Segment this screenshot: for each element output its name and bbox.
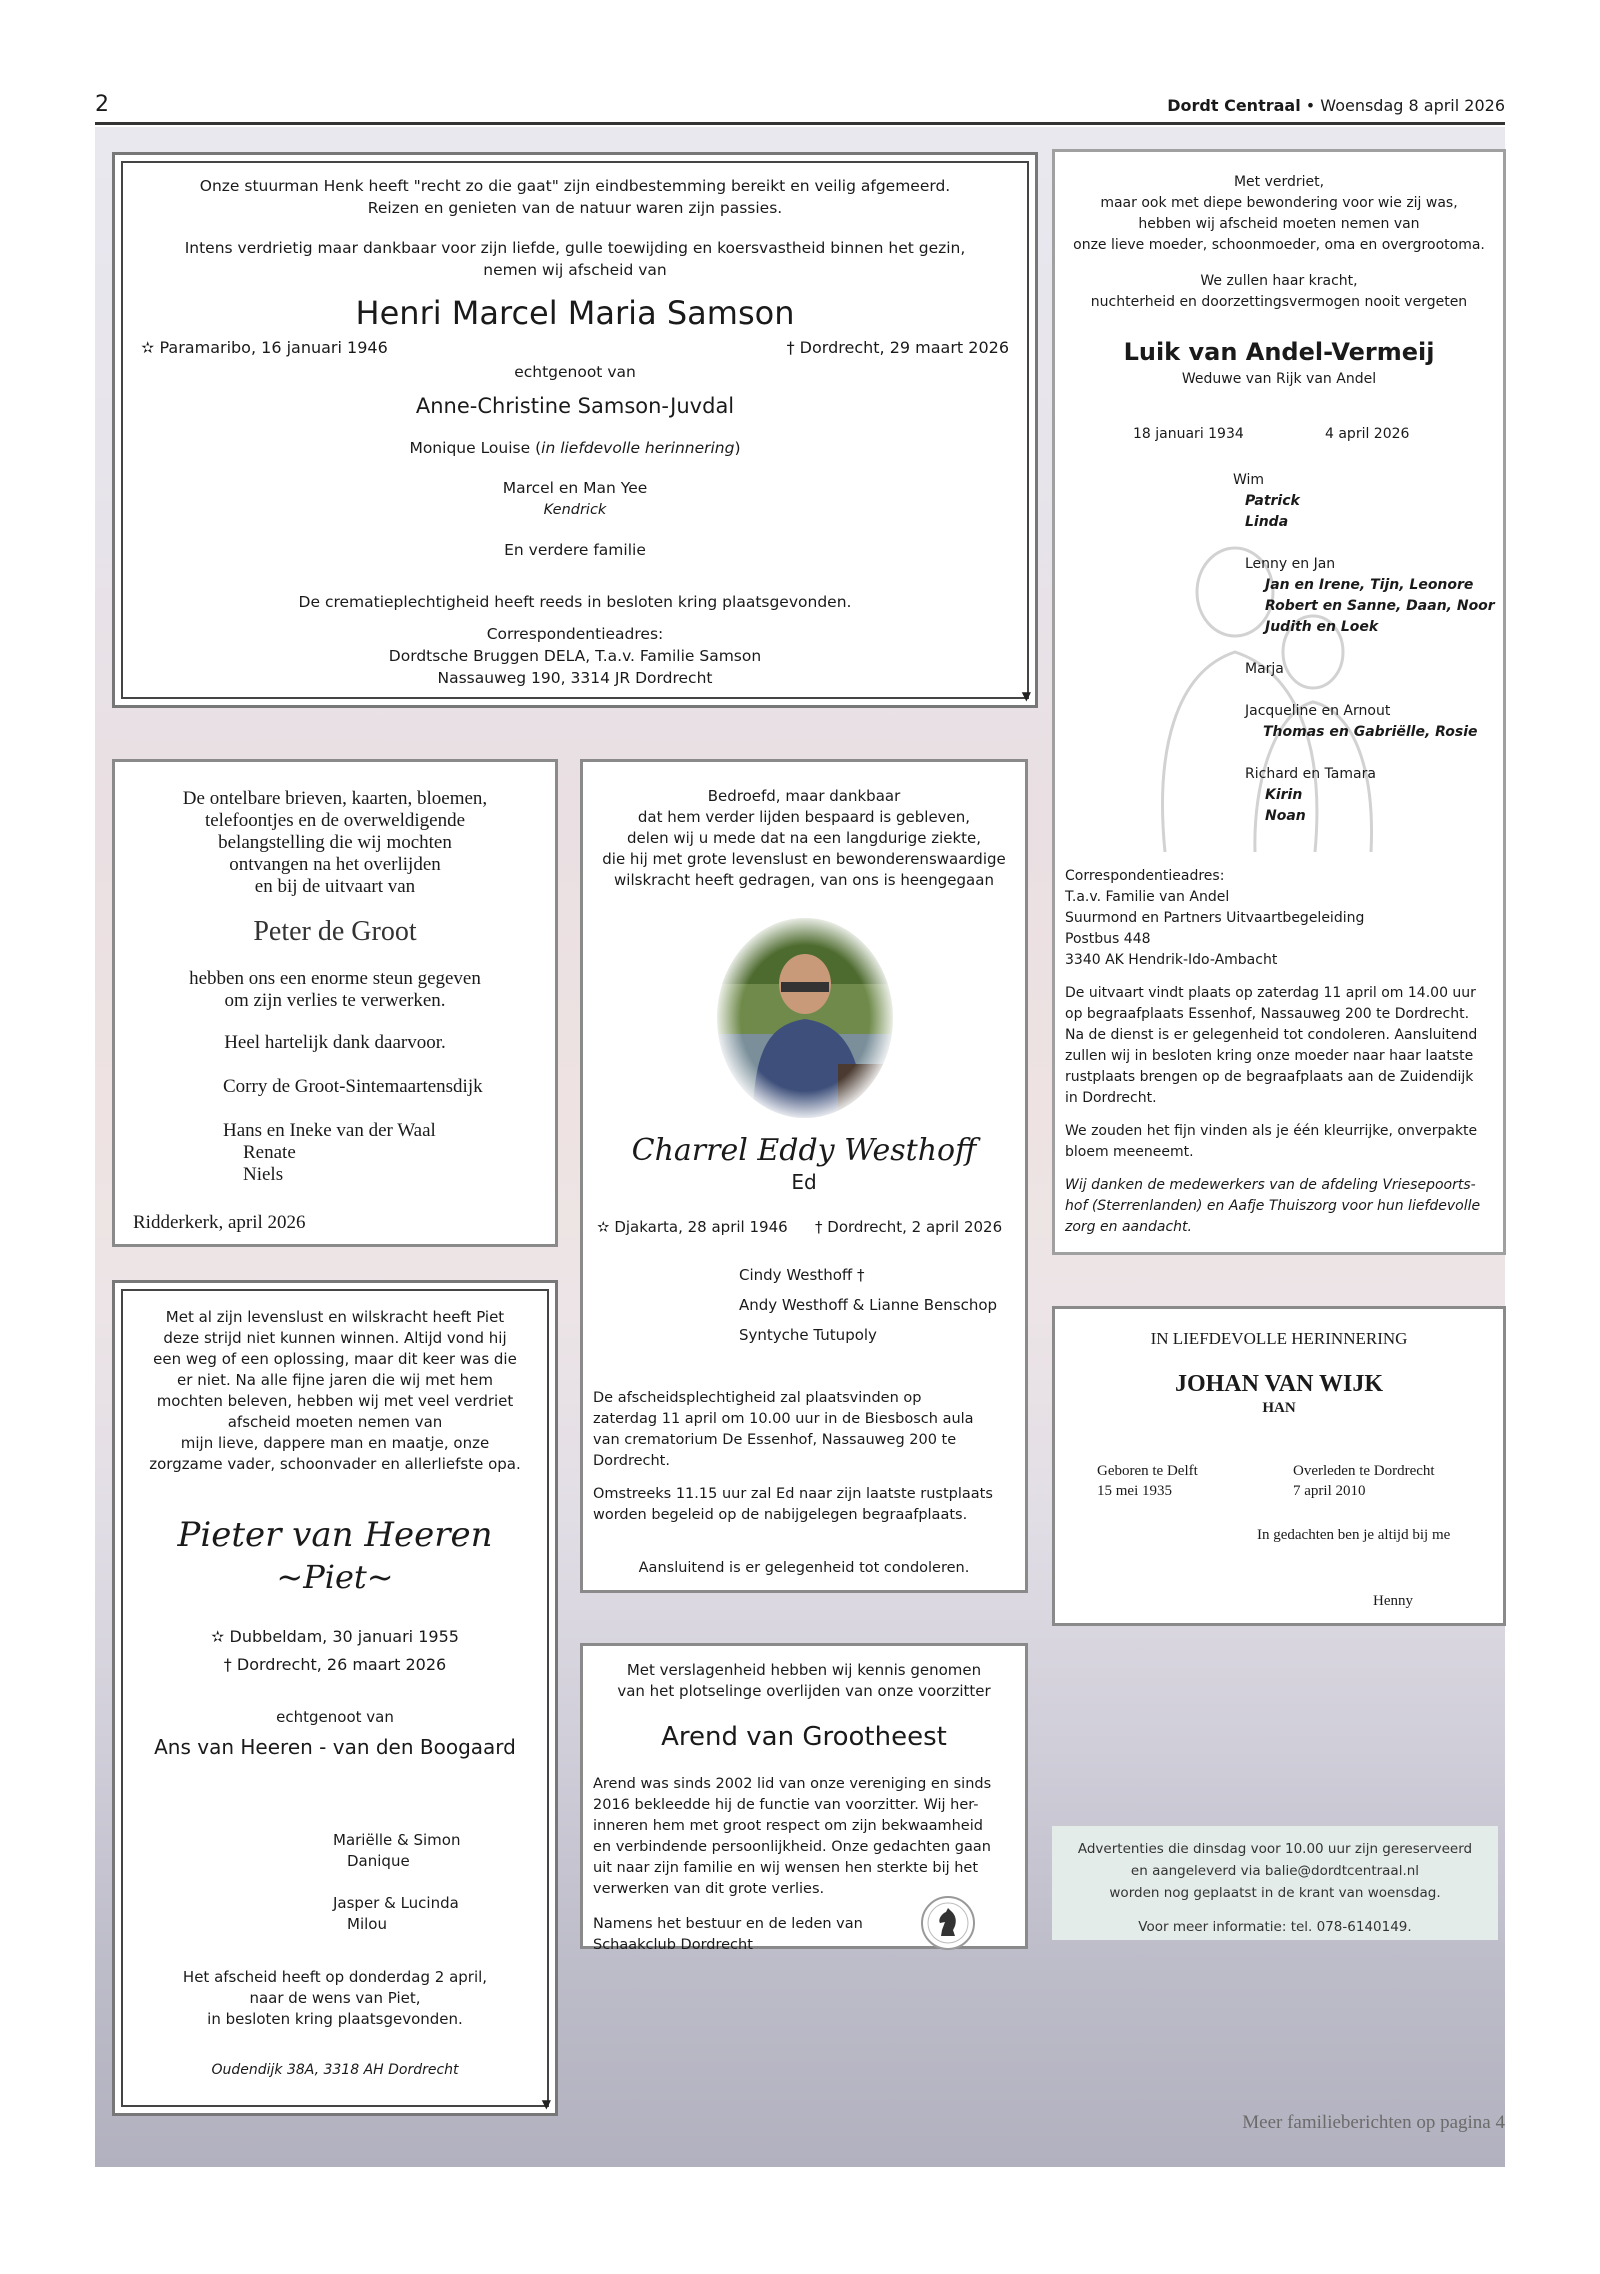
samson-name: Henri Marcel Maria Samson	[355, 294, 795, 332]
andel-intro-3: hebben wij afscheid moeten nemen van	[1138, 216, 1420, 232]
westhoff-line-2: dat hem verder lijden bespaard is gebleven,	[637, 808, 971, 826]
samson-corr-label: Correspondentieadres:	[486, 625, 664, 643]
notice-van-andel	[1052, 149, 1506, 1255]
groot-line-6: hebben ons een enorme steun gegeven	[189, 968, 481, 989]
westhoff-line-5: wilskracht heeft gedragen, van ons is heengegaan	[614, 871, 994, 889]
samson-intro-4: nemen wij afscheid van	[483, 261, 667, 279]
groot-line-3: belangstelling die wij mochten	[218, 832, 452, 853]
footer-more-notices: Meer familieberichten op pagina 4	[1242, 2112, 1505, 2133]
wijk-died-date: 7 april 2010	[1293, 1483, 1366, 1499]
westhoff-family-2: Andy Westhoff & Lianne Benschop	[739, 1296, 998, 1314]
westhoff-born: ✫ Djakarta, 28 april 1946	[597, 1218, 788, 1236]
samson-intro-1: Onze stuurman Henk heeft "recht zo die gaat" zijn eindbestemming bereikt en veilig afgemeerd.	[199, 177, 951, 195]
westhoff-nick: Ed	[791, 1170, 817, 1194]
heeren-family-2: Jasper & Lucinda	[333, 1894, 459, 1912]
samson-family-2: Marcel en Man Yee	[502, 479, 648, 497]
groot-sign-2: Hans en Ineke van der Waal	[223, 1120, 436, 1141]
portrait-photo	[713, 914, 897, 1122]
notice-van-heeren	[112, 1280, 558, 2116]
heeren-line-7: mijn lieve, dappere man en maatje, onze	[180, 1434, 490, 1452]
notice-westhoff	[580, 759, 1028, 1593]
notice-van-wijk	[1052, 1306, 1506, 1626]
grootheest-line-1: Met verslagenheid hebben wij kennis genomen	[626, 1661, 982, 1679]
groot-line-7: om zijn verlies te verwerken.	[224, 990, 446, 1011]
page-number: 2	[95, 92, 109, 117]
samson-spouse: Anne-Christine Samson-Juvdal	[415, 394, 735, 418]
wijk-born-date: 15 mei 1935	[1097, 1483, 1172, 1499]
heeren-family-1: Mariëlle & Simon	[333, 1831, 461, 1849]
heeren-family-1a: Danique	[347, 1852, 410, 1870]
andel-corr-3: Suurmond en Partners Uitvaartbegeleiding	[1065, 910, 1365, 926]
westhoff-ceremony-5: Omstreeks 11.15 uur zal Ed naar zijn laatste rustplaats	[593, 1486, 993, 1502]
heeren-line-5: mochten beleven, hebben wij met veel verdriet	[156, 1392, 514, 1410]
notice-samson	[112, 152, 1038, 708]
heeren-line-8: zorgzame vader, schoonvader en allerliefste opa.	[149, 1455, 521, 1473]
andel-intro-6: nuchterheid en doorzettingsvermogen nooit vergeten	[1090, 294, 1468, 310]
samson-corr-2: Nassauweg 190, 3314 JR Dordrecht	[437, 669, 713, 687]
paper-name: Dordt Centraal	[1167, 96, 1301, 115]
westhoff-family-3: Syntyche Tutupoly	[739, 1326, 877, 1344]
groot-sign-1: Corry de Groot-Sintemaartensdijk	[223, 1076, 483, 1097]
andel-flower-1: We zouden het fijn vinden als je één kleurrijke, onverpakte	[1065, 1123, 1478, 1139]
westhoff-family-1: Cindy Westhoff †	[739, 1266, 865, 1284]
grootheest-para-1: Arend was sinds 2002 lid van onze vereniging en sinds	[593, 1776, 992, 1792]
andel-family-2b: Robert en Sanne, Daan, Noor	[1265, 598, 1495, 614]
info-line-1: Advertenties die dinsdag voor 10.00 uur zijn gereserveerd	[1077, 1841, 1473, 1857]
heeren-spouse-label: echtgenoot van	[276, 1708, 394, 1726]
westhoff-line-1: Bedroefd, maar dankbaar	[707, 787, 901, 805]
andel-born: 18 januari 1934	[1133, 426, 1244, 442]
heeren-address: Oudendijk 38A, 3318 AH Dordrecht	[211, 2062, 459, 2078]
westhoff-line-4: die hij met grote levenslust en bewonderenswaardige	[602, 850, 1006, 868]
grootheest-para-2: 2016 bekleedde hij de functie van voorzitter. Wij her-	[593, 1797, 979, 1813]
andel-died: 4 april 2026	[1325, 426, 1410, 442]
andel-funeral-5: rustplaats brengen op de begraafplaats aan de Zuidendijk	[1065, 1069, 1474, 1085]
heeren-born: ✫ Dubbeldam, 30 januari 1955	[211, 1627, 459, 1646]
wijk-born-place: Geboren te Delft	[1097, 1463, 1198, 1479]
andel-family-5: Richard en Tamara	[1245, 766, 1376, 782]
westhoff-died: † Dordrecht, 2 april 2026	[815, 1218, 1003, 1236]
heeren-name: Pieter van Heeren	[177, 1515, 493, 1555]
wijk-quote: In gedachten ben je altijd bij me	[1257, 1527, 1451, 1543]
grootheest-name: Arend van Grootheest	[661, 1722, 947, 1752]
andel-intro-1: Met verdriet,	[1233, 174, 1325, 190]
andel-intro-5: We zullen haar kracht,	[1200, 273, 1358, 289]
westhoff-name: Charrel Eddy Westhoff	[631, 1133, 977, 1168]
heeren-line-6: afscheid moeten nemen van	[227, 1413, 443, 1431]
westhoff-line-3: delen wij u mede dat na een langdurige ziekte,	[626, 829, 982, 847]
andel-family-1: Wim	[1233, 472, 1265, 488]
westhoff-ceremony-1: De afscheidsplechtigheid zal plaatsvinden op	[593, 1390, 922, 1406]
andel-corr-2: T.a.v. Familie van Andel	[1065, 889, 1230, 905]
samson-intro-3: Intens verdrietig maar dankbaar voor zijn liefde, gulle toewijding en koersvastheid binnen het gezin,	[184, 239, 966, 257]
heeren-nick: ~Piet~	[276, 1558, 394, 1596]
groot-place: Ridderkerk, april 2026	[133, 1212, 306, 1233]
grootheest-para-4: en verbindende persoonlijkheid. Onze gedachten gaan	[593, 1839, 991, 1855]
andel-funeral-4: zullen wij in besloten kring onze moeder naar haar laatste	[1065, 1048, 1474, 1064]
andel-family-2a: Jan en Irene, Tijn, Leonore	[1265, 577, 1474, 593]
andel-thanks-3: zorg en aandacht.	[1065, 1219, 1192, 1235]
groot-sign-4: Niels	[243, 1164, 284, 1185]
andel-family-5b: Noan	[1265, 808, 1306, 824]
andel-flower-2: bloem meeneemt.	[1065, 1144, 1194, 1160]
notice-de-groot	[112, 759, 558, 1247]
groot-line-1: De ontelbare brieven, kaarten, bloemen,	[182, 788, 488, 809]
andel-funeral-6: in Dordrecht.	[1065, 1090, 1157, 1106]
grootheest-line-2: van het plotselinge overlijden van onze voorzitter	[617, 1682, 991, 1700]
westhoff-ceremony-2: zaterdag 11 april om 10.00 uur in de Biesbosch aula	[593, 1411, 974, 1427]
grootheest-para-5: uit naar zijn familie en wij wensen hen sterkte bij het	[593, 1860, 979, 1876]
grootheest-para-6: verwerken van dit grote verlies.	[593, 1881, 825, 1897]
heeren-line-2: deze strijd niet kunnen winnen. Altijd vond hij	[163, 1329, 507, 1347]
andel-intro-4: onze lieve moeder, schoonmoeder, oma en overgrootoma.	[1073, 237, 1485, 253]
groot-line-5: en bij de uitvaart van	[254, 876, 416, 897]
westhoff-ceremony-6: worden begeleid op de nabijgelegen begraafplaats.	[593, 1507, 968, 1523]
grootheest-sign-1: Namens het bestuur en de leden van	[593, 1916, 863, 1932]
andel-funeral-3: Na de dienst is er gelegenheid tot condoleren. Aansluitend	[1065, 1027, 1478, 1043]
andel-family-3: Marja	[1245, 661, 1284, 677]
andel-family-4: Jacqueline en Arnout	[1245, 703, 1391, 719]
samson-ceremony: De crematieplechtigheid heeft reeds in besloten kring plaatsgevonden.	[298, 593, 852, 611]
andel-corr-1: Correspondentieadres:	[1065, 868, 1225, 884]
masthead	[1167, 96, 1505, 115]
andel-family-5a: Kirin	[1265, 787, 1303, 803]
heeren-farewell-1: Het afscheid heeft op donderdag 2 april,	[182, 1968, 488, 1986]
andel-corr-4: Postbus 448	[1065, 931, 1151, 947]
samson-family-2b: Kendrick	[543, 502, 607, 518]
heeren-family-2a: Milou	[347, 1915, 387, 1933]
samson-spouse-label: echtgenoot van	[514, 363, 636, 381]
groot-sign-3: Renate	[243, 1142, 296, 1163]
header-rule	[95, 122, 1505, 125]
andel-family-4a: Thomas en Gabriëlle, Rosie	[1263, 724, 1478, 740]
westhoff-ceremony-3: van crematorium De Essenhof, Nassauweg 200 te	[593, 1432, 957, 1448]
heeren-farewell-3: in besloten kring plaatsgevonden.	[207, 2010, 463, 2028]
heeren-died: † Dordrecht, 26 maart 2026	[223, 1655, 447, 1674]
wijk-died-place: Overleden te Dordrecht	[1293, 1463, 1435, 1479]
westhoff-ceremony-4: Dordrecht.	[593, 1453, 670, 1469]
info-line-3: worden nog geplaatst in de krant van woensdag.	[1109, 1885, 1441, 1901]
groot-name: Peter de Groot	[253, 916, 417, 947]
chess-club-logo-icon	[919, 1894, 977, 1952]
andel-family-1b: Linda	[1245, 514, 1289, 530]
groot-line-2: telefoontjes en de overweldigende	[204, 810, 466, 831]
groot-line-8: Heel hartelijk dank daarvoor.	[224, 1032, 446, 1053]
andel-thanks-1: Wij danken de medewerkers van de afdeling Vriesepoorts-	[1065, 1177, 1476, 1193]
andel-funeral-1: De uitvaart vindt plaats op zaterdag 11 april om 14.00 uur	[1065, 985, 1476, 1001]
andel-intro-2: maar ook met diepe bewondering voor wie zij was,	[1100, 195, 1458, 211]
groot-line-4: ontvangen na het overlijden	[229, 854, 441, 875]
info-line-4: Voor meer informatie: tel. 078-6140149.	[1138, 1919, 1412, 1935]
heeren-line-1: Met al zijn levenslust en wilskracht heeft Piet	[165, 1308, 505, 1326]
andel-name: Luik van Andel-Vermeij	[1123, 338, 1435, 366]
samson-intro-2: Reizen en genieten van de natuur waren zijn passies.	[367, 199, 783, 217]
grootheest-sign-2: Schaakclub Dordrecht	[593, 1937, 753, 1953]
heeren-spouse: Ans van Heeren - van den Boogaard	[154, 1735, 516, 1759]
andel-corr-5: 3340 AK Hendrik-Ido-Ambacht	[1065, 952, 1278, 968]
westhoff-ceremony-7: Aansluitend is er gelegenheid tot condoleren.	[638, 1560, 970, 1576]
samson-family-3: En verdere familie	[504, 541, 646, 559]
andel-widow: Weduwe van Rijk van Andel	[1181, 371, 1377, 387]
advertising-info-box	[1052, 1826, 1498, 1940]
samson-corr-1: Dordtsche Bruggen DELA, T.a.v. Familie Samson	[388, 647, 762, 665]
continue-arrow-icon: ▼	[541, 2097, 551, 2111]
heeren-farewell-2: naar de wens van Piet,	[249, 1989, 421, 2007]
info-line-2: en aangeleverd via balie@dordtcentraal.nl	[1130, 1863, 1420, 1879]
samson-family-1: Monique Louise (in liefdevolle herinnering)	[409, 439, 741, 457]
andel-family-1a: Patrick	[1245, 493, 1300, 509]
wijk-title: IN LIEFDEVOLLE HERINNERING	[1150, 1329, 1408, 1348]
samson-born: ✫ Paramaribo, 16 januari 1946	[141, 338, 388, 357]
andel-family-2: Lenny en Jan	[1245, 556, 1336, 572]
andel-family-2c: Judith en Loek	[1265, 619, 1379, 635]
wijk-name: JOHAN VAN WIJK	[1174, 1371, 1384, 1397]
wijk-sign: Henny	[1373, 1593, 1413, 1609]
heeren-line-4: er niet. Na alle fijne jaren die wij met hem	[177, 1371, 493, 1389]
issue-date: • Woensdag 8 april 2026	[1305, 96, 1505, 115]
wijk-nick: HAN	[1262, 1400, 1296, 1416]
andel-thanks-2: hof (Sterrenlanden) en Aafje Thuiszorg voor hun liefdevolle	[1065, 1198, 1481, 1214]
samson-died: † Dordrecht, 29 maart 2026	[786, 338, 1009, 357]
grootheest-para-3: inneren hem met groot respect om zijn bekwaamheid	[593, 1818, 983, 1834]
heeren-line-3: een weg of een oplossing, maar dit keer was die	[153, 1350, 517, 1368]
notice-grootheest	[580, 1643, 1028, 1953]
continue-arrow-icon: ▼	[1021, 689, 1031, 703]
andel-funeral-2: op begraafplaats Essenhof, Nassauweg 200 te Dordrecht.	[1065, 1006, 1470, 1022]
